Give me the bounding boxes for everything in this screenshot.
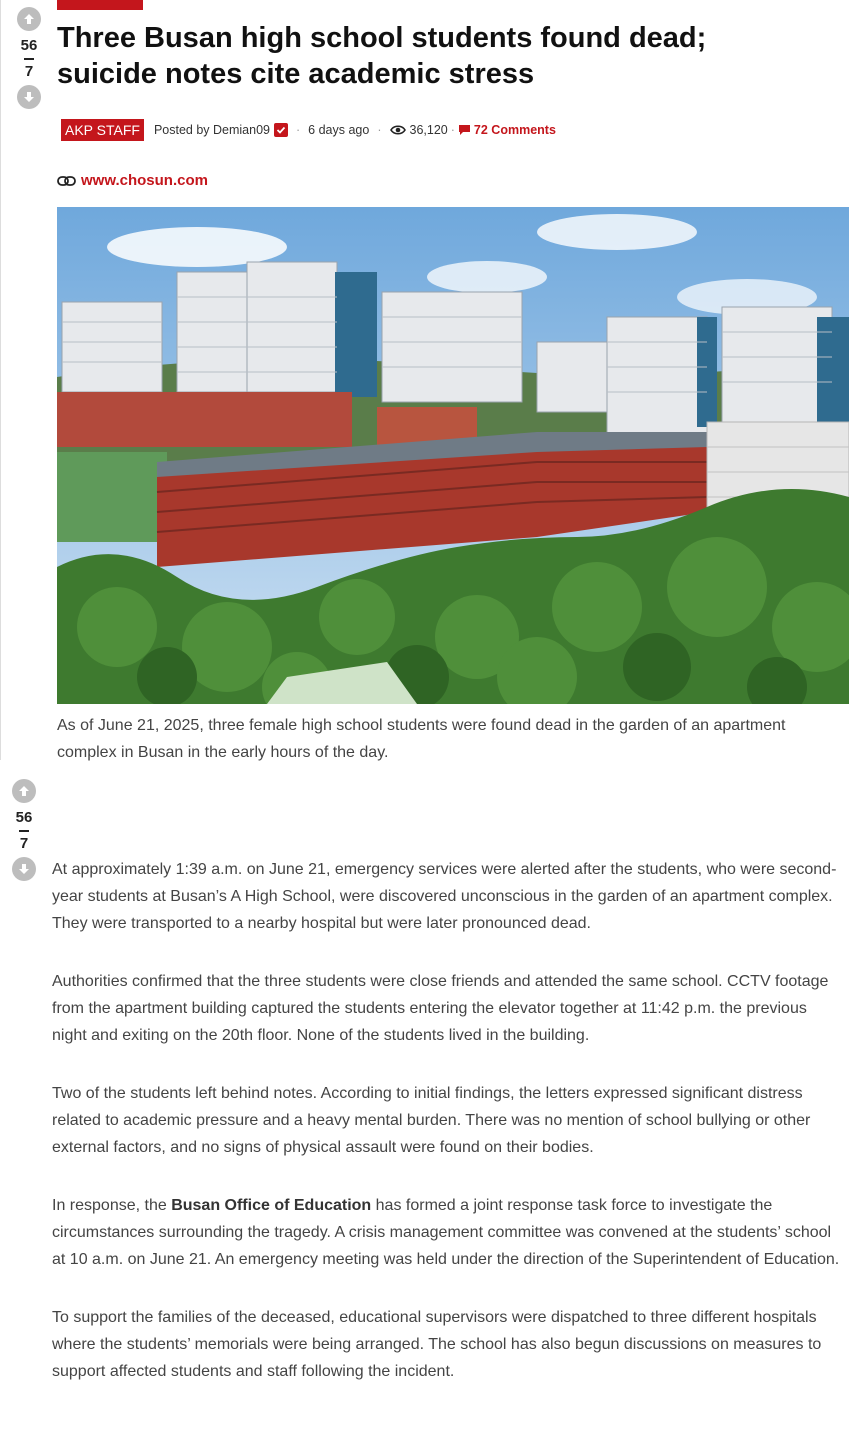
article-meta: [61, 118, 556, 142]
comment-icon: [458, 124, 471, 136]
downvote-button[interactable]: [17, 85, 41, 109]
meta-separator: ·: [377, 123, 382, 137]
upvote-count: 56: [20, 37, 38, 54]
title-line-1: Three Busan high school students found dead;: [57, 22, 707, 54]
title-line-2: suicide notes cite academic stress: [57, 58, 535, 90]
upvote-button[interactable]: [12, 779, 36, 803]
post-time: 6 days ago: [308, 123, 370, 137]
comments-count: 72 Comments: [473, 123, 556, 137]
body-paragraph: At approximately 1:39 a.m. on June 21, emergency services were alerted after the students, who were second-year students at Busan’s A High School, were discovered unconscious in the garden of an apartment complex. They were transported to a nearby hospital but were later pronounced dead.: [52, 861, 837, 932]
bold-organization: Busan Office of Education: [171, 1197, 372, 1214]
article-title: [57, 20, 847, 92]
arrow-down-icon: [17, 862, 31, 876]
comments-link[interactable]: [458, 123, 556, 137]
body-paragraph: To support the families of the deceased, educational supervisors were dispatched to three different hospitals where the students’ memorials were being arranged. The school has also begun discussions on measures to support affected students and staff following the incident.: [52, 1309, 822, 1380]
vote-divider: [19, 830, 29, 832]
arrow-up-icon: [22, 12, 36, 26]
meta-separator: ·: [450, 123, 455, 137]
category-accent-bar: [57, 0, 143, 10]
vote-widget-body: [9, 779, 39, 881]
body-text: In response, the: [52, 1197, 172, 1214]
body-text: has formed a joint response task force to investigate the circumstances surrounding the tragedy. A crisis management committee was convened at the students’ school at 10 a.m. on June 21. An emergency meeting was held under the direction of the Superintendent of Education.: [52, 1197, 840, 1268]
view-count: 36,120: [409, 123, 448, 137]
body-paragraph: Authorities confirmed that the three students were close friends and attended the same school. CCTV footage from the apartment building captured the students entering the elevator together at 11:42 p.m. the previous night and exiting on the 20th floor. None of the students lived in the building.: [52, 973, 829, 1044]
photo-caption: As of June 21, 2025, three female high school students were found dead in the garden of an apartment complex in Busan in the early hours of the day.: [57, 717, 786, 761]
upvote-count: 56: [15, 809, 33, 826]
meta-separator: ·: [296, 123, 301, 137]
posted-by[interactable]: Posted by Demian09: [153, 123, 270, 137]
downvote-count: 7: [19, 835, 29, 852]
vote-widget-top: [14, 7, 44, 109]
link-icon: [57, 175, 76, 187]
article-photo: [57, 207, 849, 704]
staff-badge[interactable]: AKP STAFF: [61, 119, 144, 141]
source-url: www.chosun.com: [81, 172, 208, 189]
verified-icon: [274, 123, 288, 137]
upvote-button[interactable]: [17, 7, 41, 31]
downvote-count: 7: [24, 63, 34, 80]
eye-icon: [390, 124, 406, 136]
body-paragraph: Two of the students left behind notes. According to initial findings, the letters expressed significant distress related to academic pressure and a heavy mental burden. There was no mention of school bullying or other external factors, and no signs of physical assault were found on their bodies.: [52, 1085, 811, 1156]
arrow-up-icon: [17, 784, 31, 798]
left-divider-line: [0, 0, 1, 760]
source-link[interactable]: [57, 172, 208, 189]
vote-divider: [24, 58, 34, 60]
downvote-button[interactable]: [12, 857, 36, 881]
body-paragraph: [52, 1192, 842, 1273]
article-body: [52, 856, 842, 1416]
arrow-down-icon: [22, 90, 36, 104]
